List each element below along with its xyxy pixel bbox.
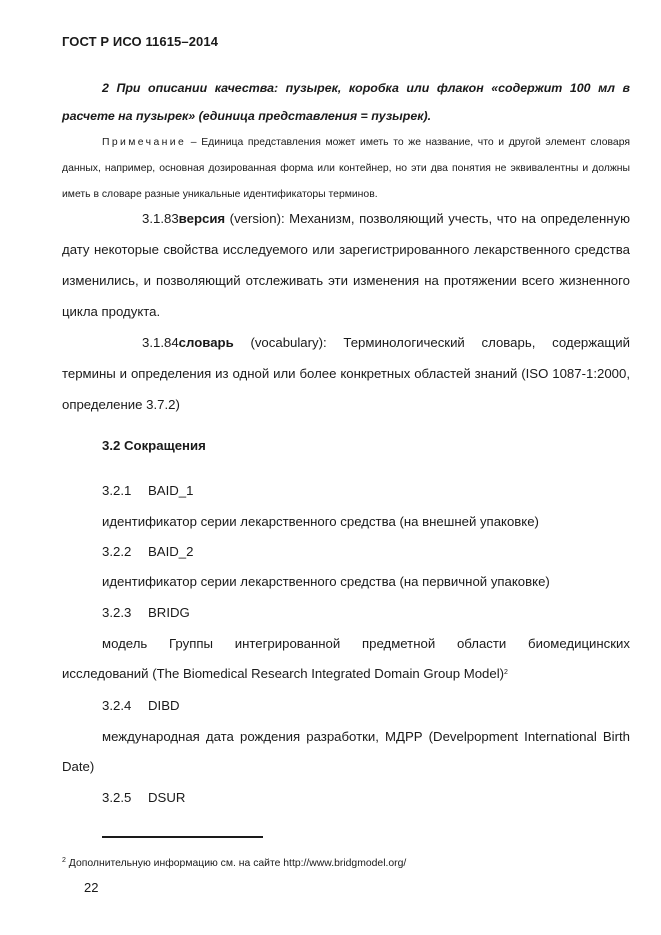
abbrev-number: 3.2.1	[102, 483, 132, 498]
abbrev-definition-line1: международная дата рождения разработки, МДРР (Develpopment International Birth	[102, 729, 630, 744]
footnote-ref: 2	[504, 669, 508, 676]
abbrev-definition: идентификатор серии лекарственного средства (на внешней упаковке)	[102, 514, 539, 529]
abbrev-definition-line2	[62, 666, 508, 681]
abbrev-row	[102, 605, 190, 620]
footnote-marker: 2	[62, 857, 66, 864]
abbrev-definition: идентификатор серии лекарственного средства (на первичной упаковке)	[102, 574, 550, 589]
abbrev-number: 3.2.4	[102, 698, 132, 713]
abbrev-code: BAID_1	[148, 483, 194, 498]
abbrev-definition-line1: модель Группы интегрированной предметной области биомедицинских	[102, 636, 630, 651]
abbrev-code: BAID_2	[148, 544, 194, 559]
abbrev-definition-text: исследований (The Biomedical Research Integrated Domain Group Model)	[62, 666, 505, 681]
note-label: Примечание	[102, 137, 187, 148]
term-number: 3.1.84	[142, 335, 179, 350]
term-definition	[62, 327, 630, 420]
abbrev-code: BRIDG	[148, 605, 190, 620]
term-number: 3.1.83	[142, 211, 179, 226]
document-header: ГОСТ Р ИСО 11615–2014	[62, 34, 219, 49]
term-definition	[62, 203, 630, 327]
section-title: 3.2 Сокращения	[102, 438, 206, 453]
abbrev-definition-line2: Date)	[62, 759, 95, 774]
example-text: 2 При описании качества: пузырек, коробка или флакон «содержит 100 мл в расчете на пузырек» (единица представления = пузырек).	[62, 81, 630, 123]
footnote	[62, 858, 406, 869]
abbrev-row	[102, 544, 193, 559]
note-paragraph	[62, 130, 630, 208]
footnote-text: Дополнительную информацию см. на сайте http://www.bridgmodel.org/	[65, 858, 407, 869]
abbrev-number: 3.2.5	[102, 790, 132, 805]
term-text: (version): Механизм, позволяющий учесть, что на определенную дату некоторые свойства исследуемого или зарегистрированного лекарственного средства изменились, и позволяющий отслеживать эти изменения на протяжении всего жизненного цикла продукта.	[62, 211, 630, 319]
abbrev-row	[102, 790, 185, 805]
example-paragraph	[62, 74, 630, 130]
abbrev-number: 3.2.3	[102, 605, 132, 620]
note-text	[62, 130, 630, 208]
page-number: 22	[84, 880, 99, 895]
note-body: – Единица представления может иметь то же название, что и другой элемент словаря данных, например, основная дозированная форма или контейнер, но эти два понятия не эквивалентны и должны иметь в словаре разные уникальные идентификаторы терминов.	[62, 137, 630, 200]
abbrev-number: 3.2.2	[102, 544, 132, 559]
term-text: (vocabulary): Терминологический словарь, содержащий термины и определения из одной или более конкретных областей знаний (ISO 1087-1:2000, определение 3.7.2)	[62, 335, 630, 412]
abbrev-row	[102, 698, 180, 713]
abbrev-code: DSUR	[148, 790, 186, 805]
footnote-divider	[102, 836, 263, 838]
abbrev-row	[102, 483, 193, 498]
term-word: версия	[178, 211, 226, 226]
term-word: словарь	[178, 335, 234, 350]
term-3-1-83	[62, 203, 630, 327]
term-3-1-84	[62, 327, 630, 420]
abbrev-code: DIBD	[148, 698, 180, 713]
